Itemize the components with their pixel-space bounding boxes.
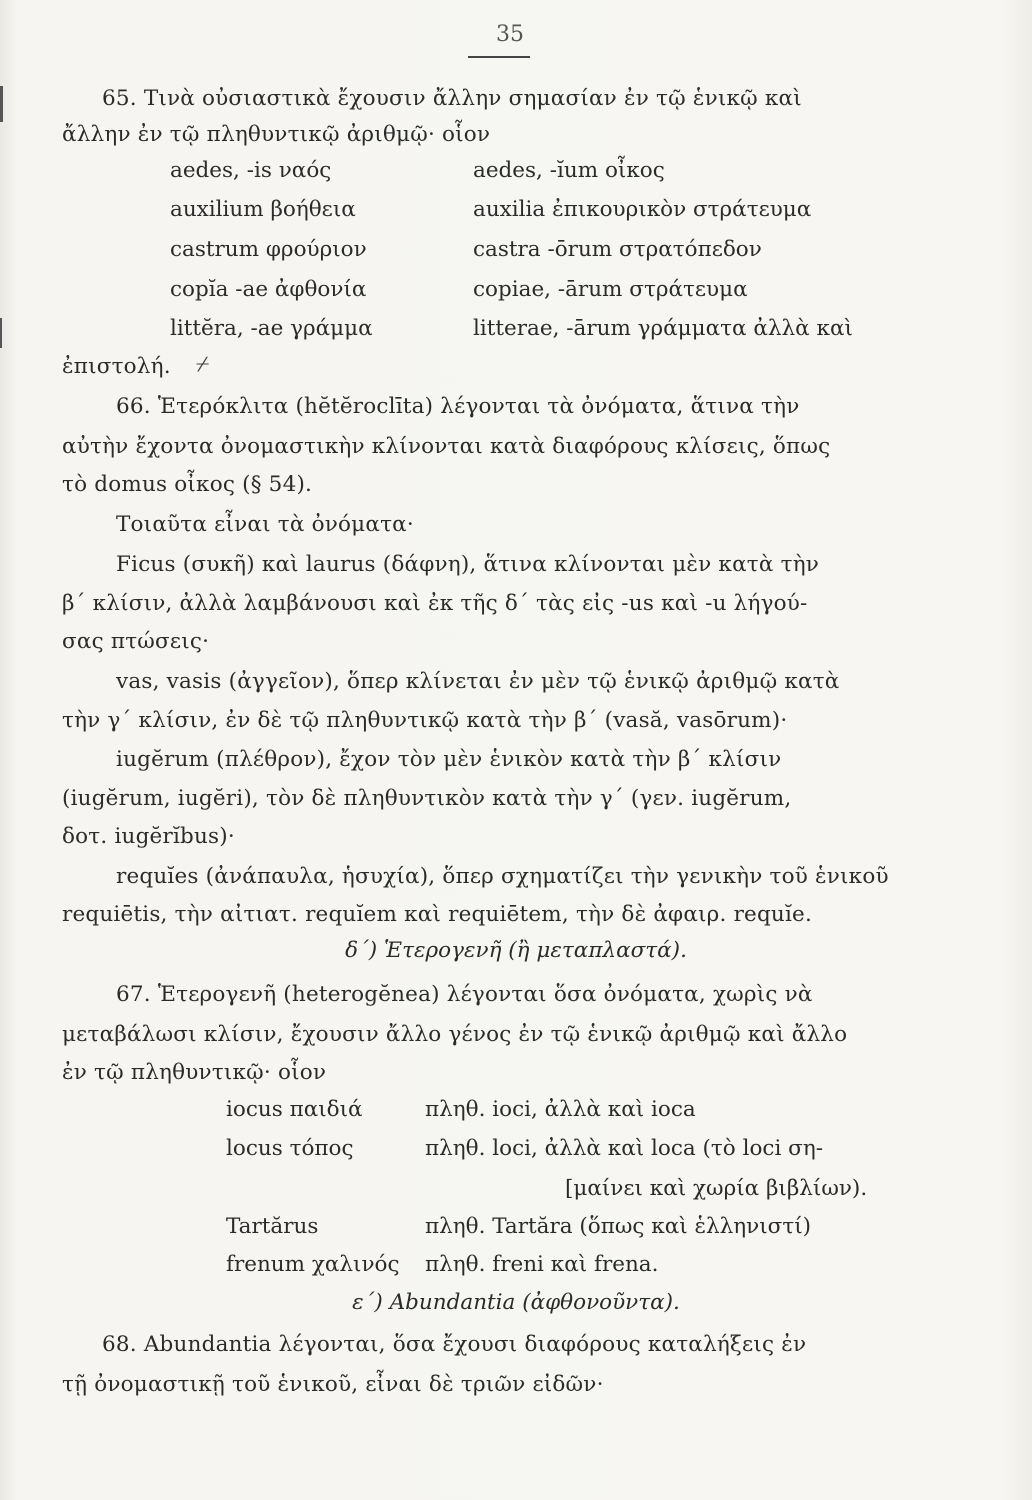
paragraph-line: αὐτὴν ἔχοντα ὀνομαστικὴν κλίνονται κατὰ διαφόρους κλίσεις, ὅπως [62, 434, 831, 459]
table-cell-plural: πληθ. Tartăra (ὅπως καὶ ἑλληνιστί) [425, 1214, 812, 1239]
paragraph-line: iugĕrum (πλέθρον), ἔχον τὸν μὲν ἑνικὸν κατὰ τὴν β΄ κλίσιν [116, 747, 782, 772]
paragraph-line: β΄ κλίσιν, ἀλλὰ λαμβάνουσι καὶ ἐκ τῆς δ΄ τὰς εἰς -us καὶ -u λήγού- [62, 591, 808, 616]
table-cell-plural: copiae, -ārum στράτευμα [473, 277, 748, 302]
table-cell-plural: auxilia ἐπικουρικὸν στράτευμα [473, 197, 812, 222]
paragraph-line: requiētis, τὴν αἰτιατ. requĭem καὶ requiētem, τὴν δὲ ἀφαιρ. requĭe. [62, 902, 813, 927]
table-cell-plural: [μαίνει καὶ χωρία βιβλίων). [565, 1176, 868, 1201]
table-row [0, 316, 1032, 346]
table-cell-singular: castrum φρούριον [170, 237, 367, 262]
paragraph-line: (iugĕrum, iugĕri), τὸν δὲ πληθυντικὸν κατὰ τὴν γ΄ (γεν. iugĕrum, [62, 786, 792, 811]
paragraph-line: σας πτώσεις· [62, 629, 210, 654]
table-cell-plural: aedes, -ĭum οἶκος [473, 158, 665, 183]
paragraph-line: 67. Ἑτερογενῆ (heterogĕnea) λέγονται ὅσα ὀνόματα, χωρὶς νὰ [116, 982, 813, 1007]
table-row [0, 277, 1032, 307]
section-heading: ε΄) Abundantia (ἀφθονοῦντα). [352, 1290, 680, 1315]
paragraph-line: 66. Ἑτερόκλιτα (hĕtĕroclīta) λέγονται τὰ ὀνόματα, ἅτινα τὴν [116, 394, 800, 419]
pen-mark-icon: ⌿ [196, 352, 210, 377]
paragraph-line: 65. Τινὰ οὐσιαστικὰ ἔχουσιν ἄλλην σημασίαν ἐν τῷ ἑνικῷ καὶ [102, 86, 802, 111]
table-row [0, 1252, 1032, 1282]
table-row [0, 158, 1032, 188]
paragraph-line: ἐπιστολή. [62, 354, 171, 379]
table-cell-singular: Tartărus [226, 1214, 319, 1239]
table-cell-plural: castra -ōrum στρατόπεδον [473, 237, 762, 262]
paragraph-line: 68. Abundantia λέγονται, ὅσα ἔχουσι διαφόρους καταλήξεις ἐν [102, 1332, 807, 1357]
table-row [0, 197, 1032, 227]
paragraph-line: vas, vasis (ἀγγεῖον), ὅπερ κλίνεται ἐν μὲν τῷ ἑνικῷ ἀριθμῷ κατὰ [116, 669, 840, 694]
paragraph-line: τῇ ὀνομαστικῇ τοῦ ἑνικοῦ, εἶναι δὲ τριῶν εἰδῶν· [62, 1372, 604, 1397]
table-cell-singular: copĭa -ae ἀφθονία [170, 277, 367, 302]
paragraph-line: requĭes (ἀνάπαυλα, ἡσυχία), ὅπερ σχηματίζει τὴν γενικὴν τοῦ ἑνικοῦ [116, 864, 889, 889]
paragraph-line: ἐν τῷ πληθυντικῷ· οἷον [62, 1060, 327, 1085]
page-number-rule [468, 56, 530, 58]
table-row [0, 1176, 1032, 1206]
paragraph-line: τὸ domus οἶκος (§ 54). [62, 472, 313, 497]
binding-mark [0, 86, 3, 122]
table-cell-singular: frenum χαλινός [226, 1252, 400, 1277]
paragraph-line: μεταβάλωσι κλίσιν, ἔχουσιν ἄλλο γένος ἐν τῷ ἑνικῷ ἀριθμῷ καὶ ἄλλο [62, 1022, 848, 1047]
table-cell-plural: litterae, -ārum γράμματα ἀλλὰ καὶ [473, 316, 853, 341]
table-cell-plural: πληθ. ioci, ἀλλὰ καὶ ioca [425, 1097, 696, 1122]
paragraph-line: τὴν γ΄ κλίσιν, ἐν δὲ τῷ πληθυντικῷ κατὰ τὴν β΄ (vasă, vasōrum)· [62, 708, 788, 733]
table-cell-singular: locus τόπος [226, 1136, 354, 1161]
section-heading: δ΄) Ἑτερογενῆ (ἢ μεταπλαστά). [345, 938, 687, 963]
paragraph-line: ἄλλην ἐν τῷ πληθυντικῷ ἀριθμῷ· οἷον [62, 122, 491, 147]
paragraph-line: Ficus (συκῆ) καὶ laurus (δάφνη), ἅτινα κλίνονται μὲν κατὰ τὴν [116, 552, 820, 577]
paragraph-line: Τοιαῦτα εἶναι τὰ ὀνόματα· [116, 512, 414, 537]
table-row [0, 1097, 1032, 1127]
table-cell-singular: littĕra, -ae γράμμα [170, 316, 373, 341]
table-cell-singular: auxilium βοήθεια [170, 197, 356, 222]
table-cell-singular: aedes, -is ναός [170, 158, 332, 183]
table-row [0, 1136, 1032, 1166]
table-cell-singular: iocus παιδιά [226, 1097, 363, 1122]
table-row [0, 1214, 1032, 1244]
table-cell-plural: πληθ. loci, ἀλλὰ καὶ loca (τὸ loci ση- [425, 1136, 823, 1161]
table-row [0, 237, 1032, 267]
paragraph-line: δοτ. iugĕrĭbus)· [62, 824, 235, 849]
table-cell-plural: πληθ. freni καὶ frena. [425, 1252, 659, 1277]
page-number: 35 [496, 22, 524, 47]
